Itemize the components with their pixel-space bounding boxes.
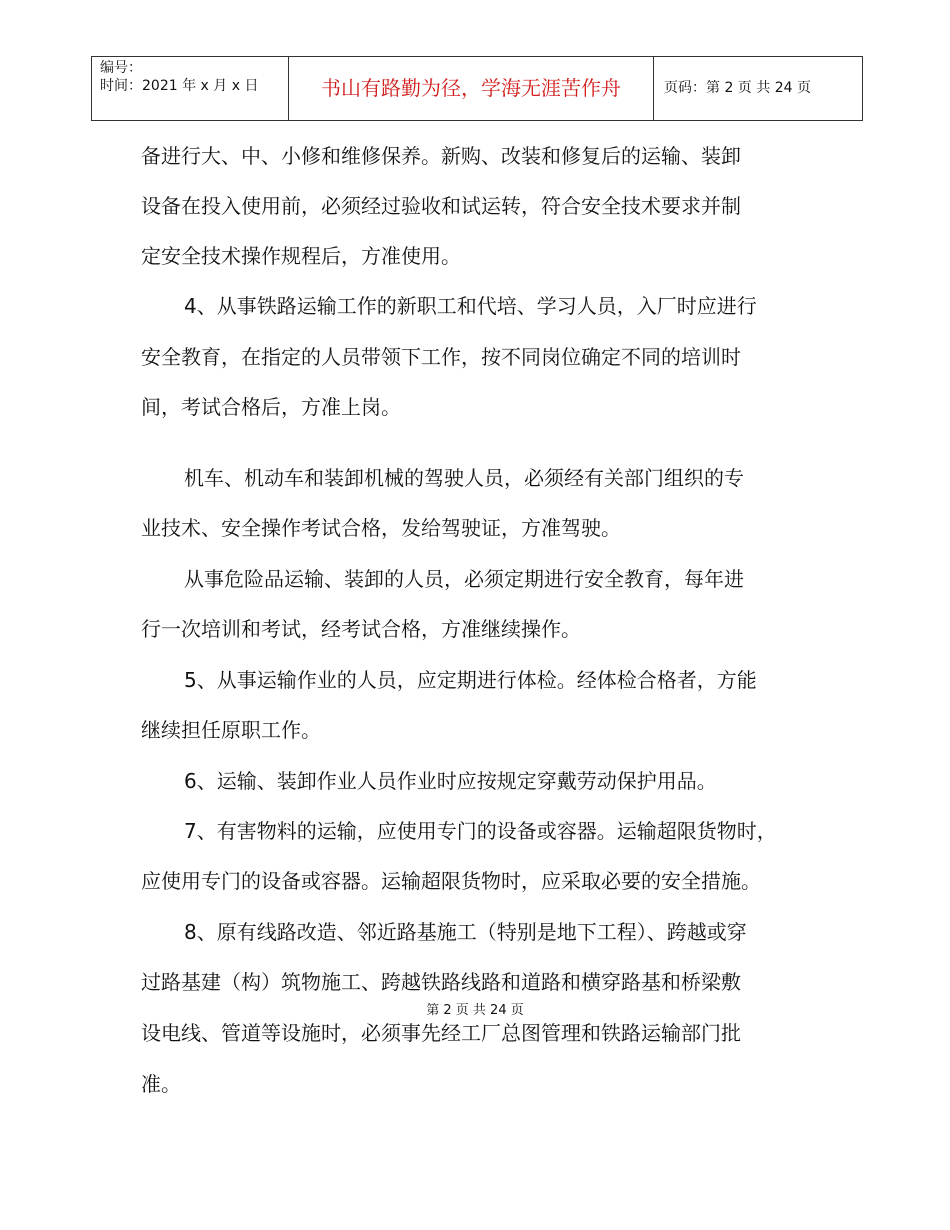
document-header	[91, 56, 863, 121]
document-date: 时间：2021 年 x 月 x 日	[100, 78, 259, 94]
body-line: 6、运输、装卸作业人员作业时应按规定穿戴劳动保护用品。	[184, 769, 717, 793]
body-line: 间，考试合格后，方准上岗。	[141, 395, 401, 419]
body-line: 4、从事铁路运输工作的新职工和代培、学习人员，入厂时应进行	[184, 294, 757, 318]
header-page-number: 页码：第 2 页 共 24 页	[664, 80, 811, 96]
footer-page-number: 第 2 页 共 24 页	[426, 1003, 524, 1018]
body-line: 应使用专门的设备或容器。运输超限货物时，应采取必要的安全措施。	[141, 869, 761, 893]
body-line: 8、原有线路改造、邻近路基施工（特别是地下工程）、跨越或穿	[184, 920, 747, 944]
body-line: 行一次培训和考试，经考试合格，方准继续操作。	[141, 617, 581, 641]
body-line: 准。	[141, 1072, 181, 1096]
body-line: 从事危险品运输、装卸的人员，必须定期进行安全教育，每年进	[184, 567, 744, 591]
body-line: 安全教育，在指定的人员带领下工作，按不同岗位确定不同的培训时	[141, 345, 741, 369]
header-motto-cell	[289, 57, 654, 121]
body-line: 设备在投入使用前，必须经过验收和试运转，符合安全技术要求并制	[141, 194, 741, 218]
body-line: 7、有害物料的运输，应使用专门的设备或容器。运输超限货物时，	[184, 819, 777, 843]
body-line: 过路基建（构）筑物施工、跨越铁路线路和道路和横穿路基和桥梁敷	[141, 970, 741, 994]
header-motto: 书山有路勤为径，学海无涯苦作舟	[321, 76, 621, 100]
document-code-label: 编号：	[100, 60, 142, 76]
body-line: 继续担任原职工作。	[141, 718, 321, 742]
header-meta-cell	[92, 57, 289, 121]
body-line: 业技术、安全操作考试合格，发给驾驶证，方准驾驶。	[141, 516, 621, 540]
header-page-cell	[654, 57, 863, 121]
body-line: 5、从事运输作业的人员，应定期进行体检。经体检合格者，方能	[184, 668, 757, 692]
body-line: 定安全技术操作规程后，方准使用。	[141, 244, 461, 268]
body-line: 设电线、管道等设施时，必须事先经工厂总图管理和铁路运输部门批	[141, 1021, 741, 1045]
body-line: 机车、机动车和装卸机械的驾驶人员，必须经有关部门组织的专	[184, 466, 744, 490]
body-line: 备进行大、中、小修和维修保养。新购、改装和修复后的运输、装卸	[141, 144, 741, 168]
